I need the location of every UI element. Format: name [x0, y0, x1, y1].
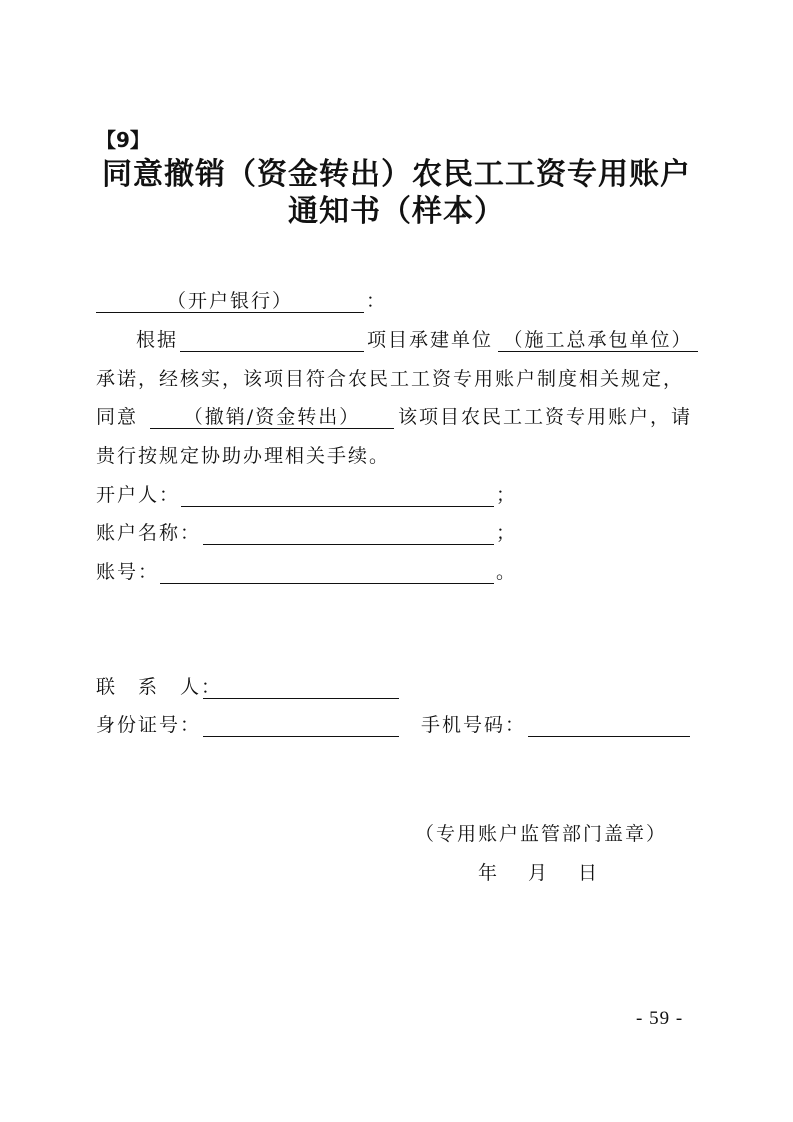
contact-person-label: 联 系 人：: [96, 676, 223, 698]
date-label: 年 月 日: [478, 862, 604, 884]
contact-person-underline: [203, 698, 399, 699]
id-number-label: 身份证号：: [96, 714, 202, 736]
page-number: - 59 -: [636, 1008, 684, 1029]
account-name-underline: [203, 544, 494, 545]
body-line3-prefix: 同意: [96, 406, 139, 428]
body-line1-middle: 项目承建单位: [367, 329, 494, 351]
document-title-line2: 通知书（样本）: [288, 194, 505, 229]
body-line1-prefix: 根据: [136, 329, 179, 351]
account-holder-end: ；: [496, 484, 518, 506]
account-number-underline: [160, 583, 494, 584]
account-name-end: ；: [496, 522, 518, 544]
body-line2: 承诺，经核实，该项目符合农民工工资专用账户制度相关规定，: [96, 368, 685, 390]
contractor-field: （施工总承包单位）: [503, 329, 693, 351]
body-line4: 贵行按规定协助办理相关手续。: [96, 445, 391, 467]
account-number-end: 。: [496, 561, 518, 583]
action-field: （撤销/资金转出）: [183, 406, 361, 428]
addressee-colon: ：: [366, 290, 388, 312]
document-number: 【9】: [96, 128, 150, 152]
id-number-underline: [203, 736, 399, 737]
account-number-label: 账号：: [96, 561, 160, 583]
seal-label: （专用账户监管部门盖章）: [415, 823, 668, 845]
phone-label: 手机号码：: [421, 714, 527, 736]
project-name-underline: [180, 351, 364, 352]
bank-name-field: （开户银行）: [166, 290, 293, 312]
account-holder-label: 开户人：: [96, 484, 181, 506]
body-line3-suffix: 该项目农民工工资专用账户，请: [398, 406, 693, 428]
phone-underline: [528, 736, 690, 737]
document-title-line1: 同意撤销（资金转出）农民工工资专用账户: [102, 157, 691, 192]
account-name-label: 账户名称：: [96, 522, 202, 544]
account-holder-underline: [181, 506, 494, 507]
